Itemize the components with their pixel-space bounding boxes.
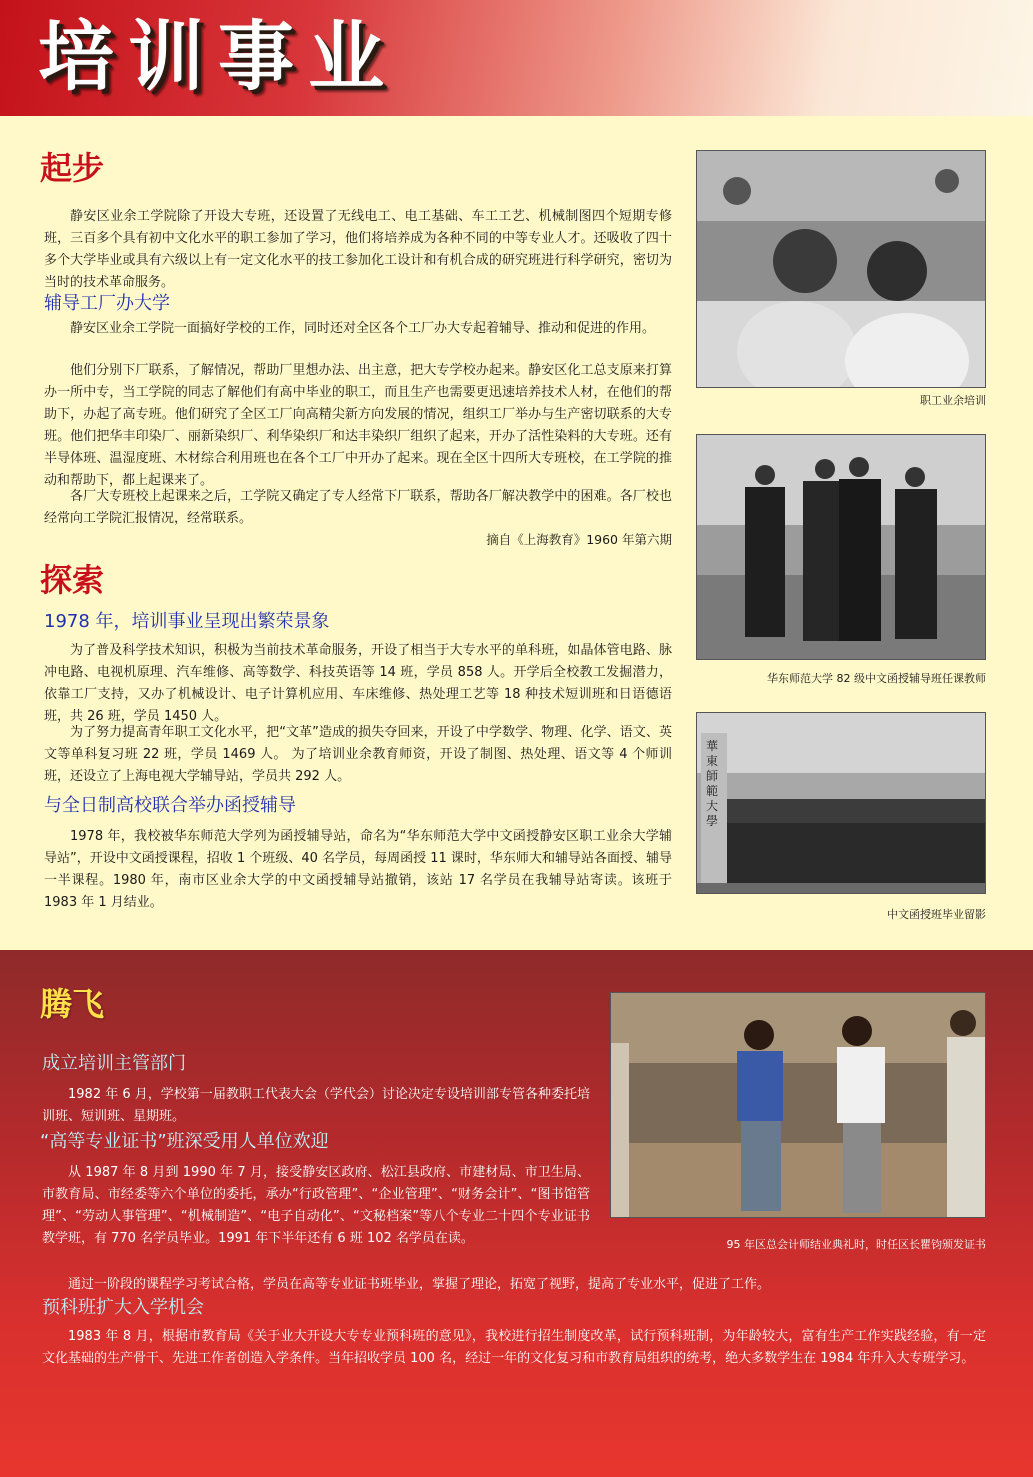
photo-caption-4: 95 年区总会计师结业典礼时，时任区长瞿钧颁发证书: [726, 1238, 986, 1251]
photo-caption-3: 中文函授班毕业留影: [887, 908, 986, 921]
qibu-paragraph-4: 各厂大专班校上起课来之后，工学院又确定了专人经常下厂联系，帮助各厂解决教学中的困难。各厂校也经常向工学院汇报情况，经常联系。: [44, 489, 672, 526]
photo-teachers: [696, 434, 986, 660]
subheading-1978: 1978 年，培训事业呈现出繁荣景象: [44, 611, 330, 632]
subheading-correspondence: 与全日制高校联合举办函授辅导: [44, 795, 296, 816]
photo-worker-training-image: [697, 151, 985, 387]
photo-graduation-image: [697, 713, 985, 893]
photo-caption-1: 职工业余培训: [920, 394, 986, 407]
tengfei-paragraph-2: 从 1987 年 8 月到 1990 年 7 月，接受静安区政府、松江县政府、市建材局、市卫生局、市教育局、市经委等六个单位的委托，承办“行政管理”、“企业管理”、“财务会计”、“图书馆管理”、“劳动人事管理”、“机械制造”、“电子自动化”、“文秘档案”等八个专业二十四个专业证书教学班，有 770 名学员毕业。1991 年下半年还有 6 班 102 名学员在读。: [42, 1165, 590, 1246]
qibu-paragraph-1: 静安区业余工学院除了开设大专班，还设置了无线电工、电工基础、车工工艺、机械制图四个短期专修班，三百多个具有初中文化水平的职工参加了学习，他们将培养成为各种不同的中等专业人才。还吸收了四十多个大学毕业或具有六级以上有一定文化水平的技工参加化工设计和有机合成的研究班进行科学研究，密切为当时的技术革命服务。: [44, 209, 672, 290]
tengfei-paragraph-1: 1982 年 6 月，学校第一届教职工代表大会（学代会）讨论决定专设培训部专管各种委托培训班、短训班、星期班。: [42, 1087, 590, 1124]
tansuo-paragraph-3: 1978 年，我校被华东师范大学列为函授辅导站，命名为“华东师范大学中文函授静安区职工业余大学辅导站”，开设中文函授课程，招收 1 个班级、40 名学员，每周函授 11 课时，华东师大和辅导站各面授、辅导一半课程。1980 年，南市区业余大学的中文函授辅导站撤销，该站 17 名学员在我辅导站寄读。该班于 1983 年 1 月结业。: [44, 829, 672, 910]
tengfei-paragraph-3: 通过一阶段的课程学习考试合格，学员在高等专业证书班毕业，掌握了理论，拓宽了视野，提高了专业水平，促进了工作。: [68, 1277, 771, 1292]
photo-certificate-ceremony: [610, 992, 986, 1218]
photo-graduation: [696, 712, 986, 894]
qibu-paragraph-3: 他们分别下厂联系，了解情况，帮助厂里想办法、出主意，把大专学校办起来。静安区化工总支原来打算办一所中专，当工学院的同志了解他们有高中毕业的职工，而且生产也需要更迅速培养技术人材，在他们的帮助下，办起了高专班。他们研究了全区工厂向高精尖新方向发展的情况，组织工厂举办与生产密切联系的大专班。他们把华丰印染厂、丽新染织厂、利华染织厂和达丰染织厂组织了起来，开办了活性染料的大专班。还有半导体班、温湿度班、木材综合利用班也在各个工厂中开办了起来。现在全区十四所大专班校，在工学院的推动和帮助下，都上起课来了。: [44, 363, 672, 488]
tengfei-paragraph-4: 1983 年 8 月，根据市教育局《关于业大开设大专专业预科班的意见》，我校进行招生制度改革，试行预科班制，为年龄较大，富有生产工作实践经验，有一定文化基础的生产骨干、先进工作者创造入学条件。当年招收学员 100 名，经过一年的文化复习和市教育局组织的统考，绝大多数学生在 1984 年升入大专班学习。: [42, 1329, 986, 1366]
qibu-paragraph-2: 静安区业余工学院一面搞好学校的工作，同时还对全区各个工厂办大专起着辅导、推动和促进的作用。: [70, 321, 656, 336]
section-title-tengfei: 腾飞: [40, 985, 105, 1023]
source-citation: 摘自《上海教育》1960 年第六期: [486, 532, 672, 547]
section-title-qibu: 起步: [40, 149, 105, 187]
photo-teachers-image: [697, 435, 985, 659]
photo-caption-2: 华东师范大学 82 级中文函授辅导班任课教师: [767, 672, 986, 685]
subheading-training-dept: 成立培训主管部门: [42, 1053, 186, 1074]
page-title: 培训事业: [38, 12, 398, 101]
tansuo-paragraph-2: 为了努力提高青年职工文化水平，把“文革”造成的损失夺回来，开设了中学数学、物理、化学、语文、英文等单科复习班 22 班，学员 1469 人。 为了培训业余教育师资，开设了制图、热处理、语文等 4 个师训班，还设立了上海电视大学辅导站，学员共 292 人。: [44, 725, 672, 784]
photo-worker-training: [696, 150, 986, 388]
section-title-tansuo: 探索: [40, 561, 105, 599]
school-sign: 華東師範大學: [706, 739, 719, 828]
photo-certificate-ceremony-image: [611, 993, 985, 1217]
subheading-certificate: “高等专业证书”班深受用人单位欢迎: [40, 1131, 329, 1152]
subheading-preparatory: 预科班扩大入学机会: [42, 1297, 204, 1318]
subheading-factory-university: 辅导工厂办大学: [44, 293, 170, 314]
tansuo-paragraph-1: 为了普及科学技术知识，积极为当前技术革命服务，开设了相当于大专水平的单科班，如晶体管电路、脉冲电路、电视机原理、汽车维修、高等数学、科技英语等 14 班，学员 858 人。开学后全校教工发掘潜力，依靠工厂支持，又办了机械设计、电子计算机应用、车床维修、热处理工艺等 18 种技术短训班和日语德语班，共 26 班，学员 1450 人。: [44, 643, 672, 724]
header-banner: [0, 0, 1033, 116]
